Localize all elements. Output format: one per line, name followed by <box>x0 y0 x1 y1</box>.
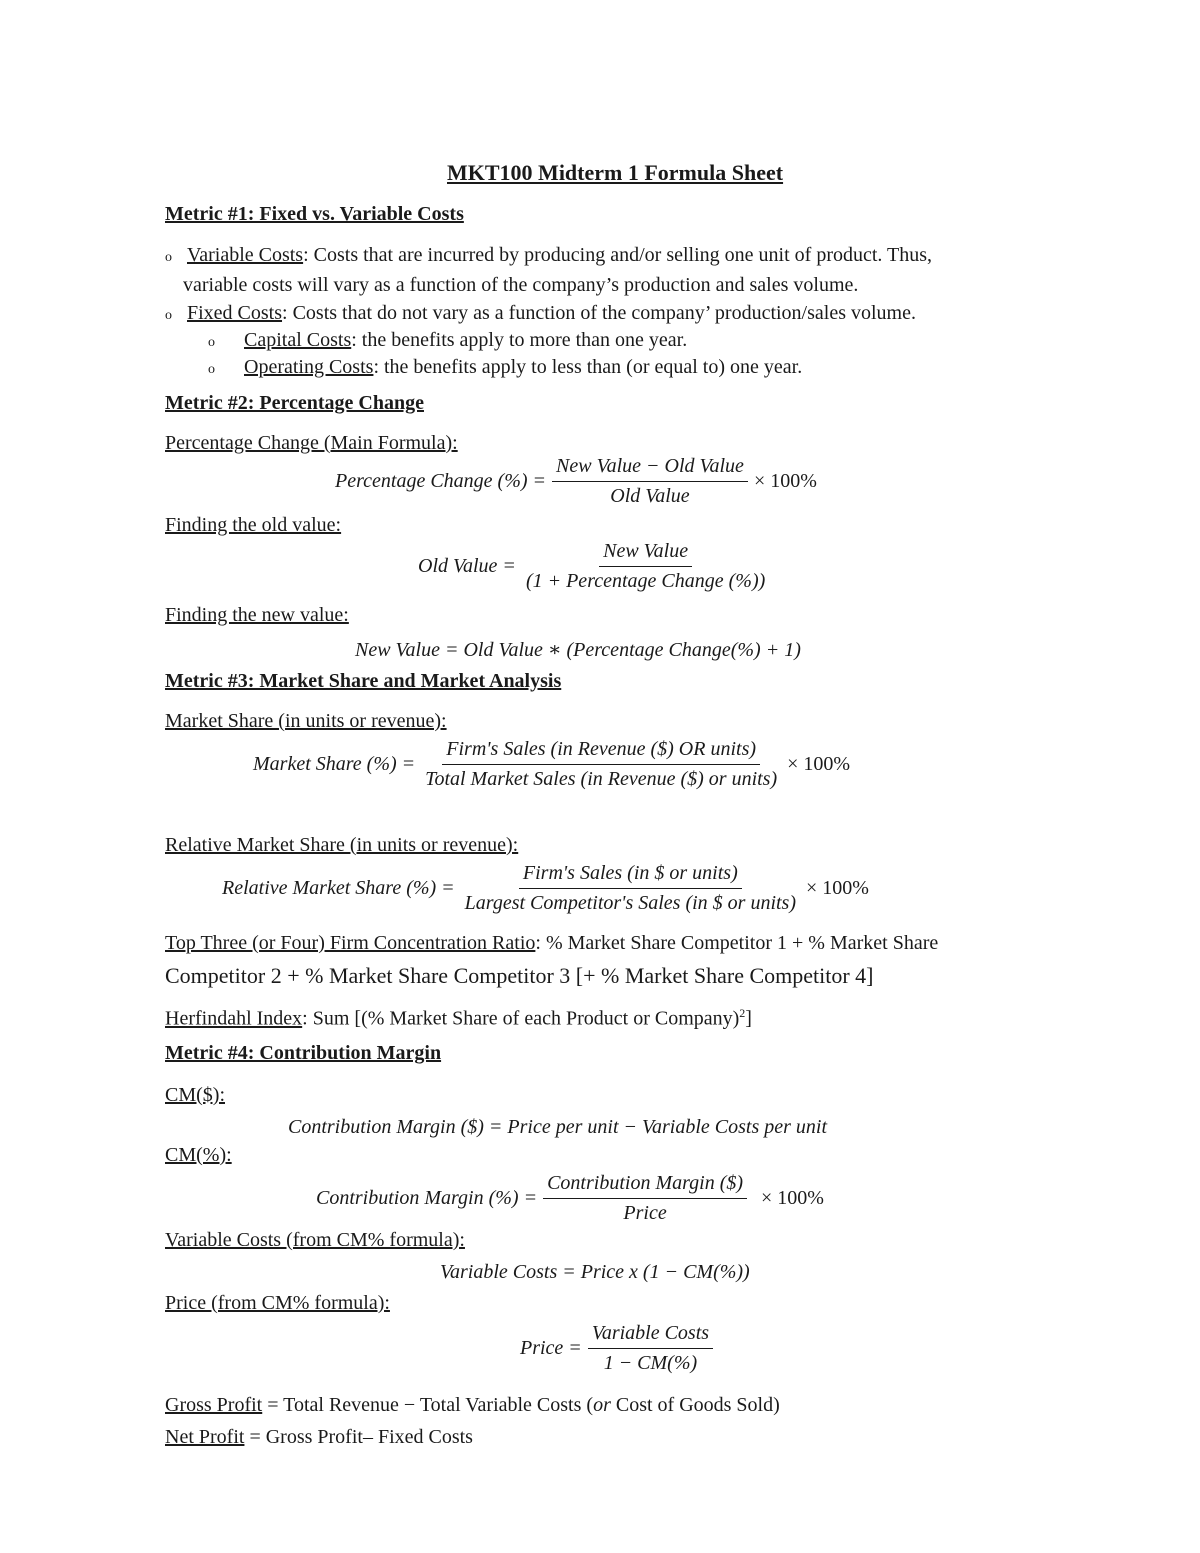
operating-costs-term: Operating Costs <box>244 356 374 378</box>
new-value-label: Finding the new value: <box>165 604 349 626</box>
fraction: $\frac{\text{Firm's Sales (in Revenue (\$) OR units)}}{\text{Total Market Sales (in Revenue (\$) or units)}}$ <box>425 738 778 790</box>
variable-costs-term: Variable Costs <box>187 244 304 266</box>
gross-profit-term: Gross Profit <box>165 1394 263 1416</box>
fixed-costs-definition: o Fixed Costs: Costs that do not vary as a function of the company’ production/sales volume. <box>165 302 916 324</box>
old-value-label: Finding the old value: <box>165 514 342 536</box>
relative-market-share-formula: Relative Market Share (%) = $\frac{\text{Firm's Sales (in \$ or units)}}{\text{Largest Competitor's Sales (in \$ or units)}}$ × 100% <box>222 862 869 914</box>
bullet-marker: o <box>165 250 172 265</box>
net-profit-term: Net Profit <box>165 1426 245 1448</box>
market-share-label: Market Share (in units or revenue): <box>165 710 447 732</box>
herfindahl-index-definition: Herfindahl Index: Sum [(% Market Share of each Product or Company)$^2$] <box>165 1006 752 1030</box>
fraction: $\frac{\text{New Value − Old Value}}{\text{Old Value}}$ <box>552 455 748 508</box>
fraction: $\frac{\text{Contribution Margin (\$)}}{\text{Price}}$ <box>543 1172 747 1225</box>
new-value-formula: New Value = Old Value ∗ (Percentage Change(%) + 1) <box>355 639 801 661</box>
price-cm-label: Price (from CM% formula): <box>165 1292 390 1314</box>
metric-3-heading: Metric #3: Market Share and Market Analysis <box>165 670 562 692</box>
concentration-ratio-definition: Top Three (or Four) Firm Concentration Ratio: % Market Share Competitor 1 + % Market Share <box>165 932 939 954</box>
variable-costs-cm-formula: Variable Costs = Price x (1 − CM(%)) <box>440 1261 750 1283</box>
fraction: $\frac{\text{Variable Costs}}{1 - CM(\%)}$ <box>588 1322 713 1375</box>
percentage-change-formula: Percentage Change (%) = $\frac{\text{New Value − Old Value}}{\text{Old Value}}$ × 100% <box>335 455 817 507</box>
market-share-formula: Market Share (%) = $\frac{\text{Firm's Sales (in Revenue (\$) OR units)}}{\text{Total Market Sales (in Revenue (\$) or units)}}$ × 100% <box>253 738 851 790</box>
bullet-marker: o <box>208 362 215 377</box>
percentage-change-label: Percentage Change (Main Formula): <box>165 432 458 454</box>
fraction: $\frac{\text{Firm's Sales (in \$ or units)}}{\text{Largest Competitor's Sales (in \$ or units)}}$ <box>464 862 796 914</box>
cm-dollar-formula: Contribution Margin ($) = Price per unit − Variable Costs per unit <box>288 1116 828 1138</box>
concentration-ratio-definition-cont: Competitor 2 + % Market Share Competitor 3 [+ % Market Share Competitor 4] <box>165 963 874 988</box>
metric-1-heading: Metric #1: Fixed vs. Variable Costs <box>165 203 464 225</box>
variable-costs-definition-cont: variable costs will vary as a function of the company’s production and sales volume. <box>183 274 859 296</box>
herfindahl-index-term: Herfindahl Index <box>165 1007 303 1030</box>
bullet-marker: o <box>165 308 172 323</box>
old-value-formula: Old Value = $\frac{\text{New Value}}{\text{(1 + Percentage Change (\%))}}$ <box>418 540 769 593</box>
gross-profit-definition: Gross Profit = Total Revenue − Total Variable Costs (or Cost of Goods Sold) <box>165 1394 780 1416</box>
cm-percent-formula: Contribution Margin (%) = $\frac{\text{Contribution Margin (\$)}}{\text{Price}}$ × 100% <box>316 1172 824 1224</box>
capital-costs-term: Capital Costs <box>244 329 352 351</box>
fraction: $\frac{\text{New Value}}{\text{(1 + Percentage Change (\%))}}$ <box>525 540 766 592</box>
concentration-ratio-term: Top Three (or Four) Firm Concentration Ratio <box>165 932 536 954</box>
cm-percent-label: CM(%): <box>165 1144 232 1166</box>
price-cm-formula: Price = $\frac{\text{Variable Costs}}{1 - CM(\%)}$ <box>520 1322 713 1375</box>
bullet-marker: o <box>208 335 215 350</box>
capital-costs-definition: o Capital Costs: the benefits apply to more than one year. <box>208 329 688 351</box>
variable-costs-cm-label: Variable Costs (from CM% formula): <box>165 1229 465 1251</box>
net-profit-definition: Net Profit = Gross Profit– Fixed Costs <box>165 1426 473 1448</box>
cm-dollar-label: CM($): <box>165 1084 225 1106</box>
relative-market-share-label: Relative Market Share (in units or revenue): <box>165 834 519 856</box>
variable-costs-definition: o Variable Costs: Costs that are incurred by producing and/or selling one unit of product. Thus, <box>165 244 933 266</box>
operating-costs-definition: o Operating Costs: the benefits apply to less than (or equal to) one year. <box>208 356 803 378</box>
metric-4-heading: Metric #4: Contribution Margin <box>165 1042 442 1064</box>
fixed-costs-term: Fixed Costs <box>187 302 283 324</box>
page-title: MKT100 Midterm 1 Formula Sheet <box>447 160 784 185</box>
metric-2-heading: Metric #2: Percentage Change <box>165 392 424 414</box>
